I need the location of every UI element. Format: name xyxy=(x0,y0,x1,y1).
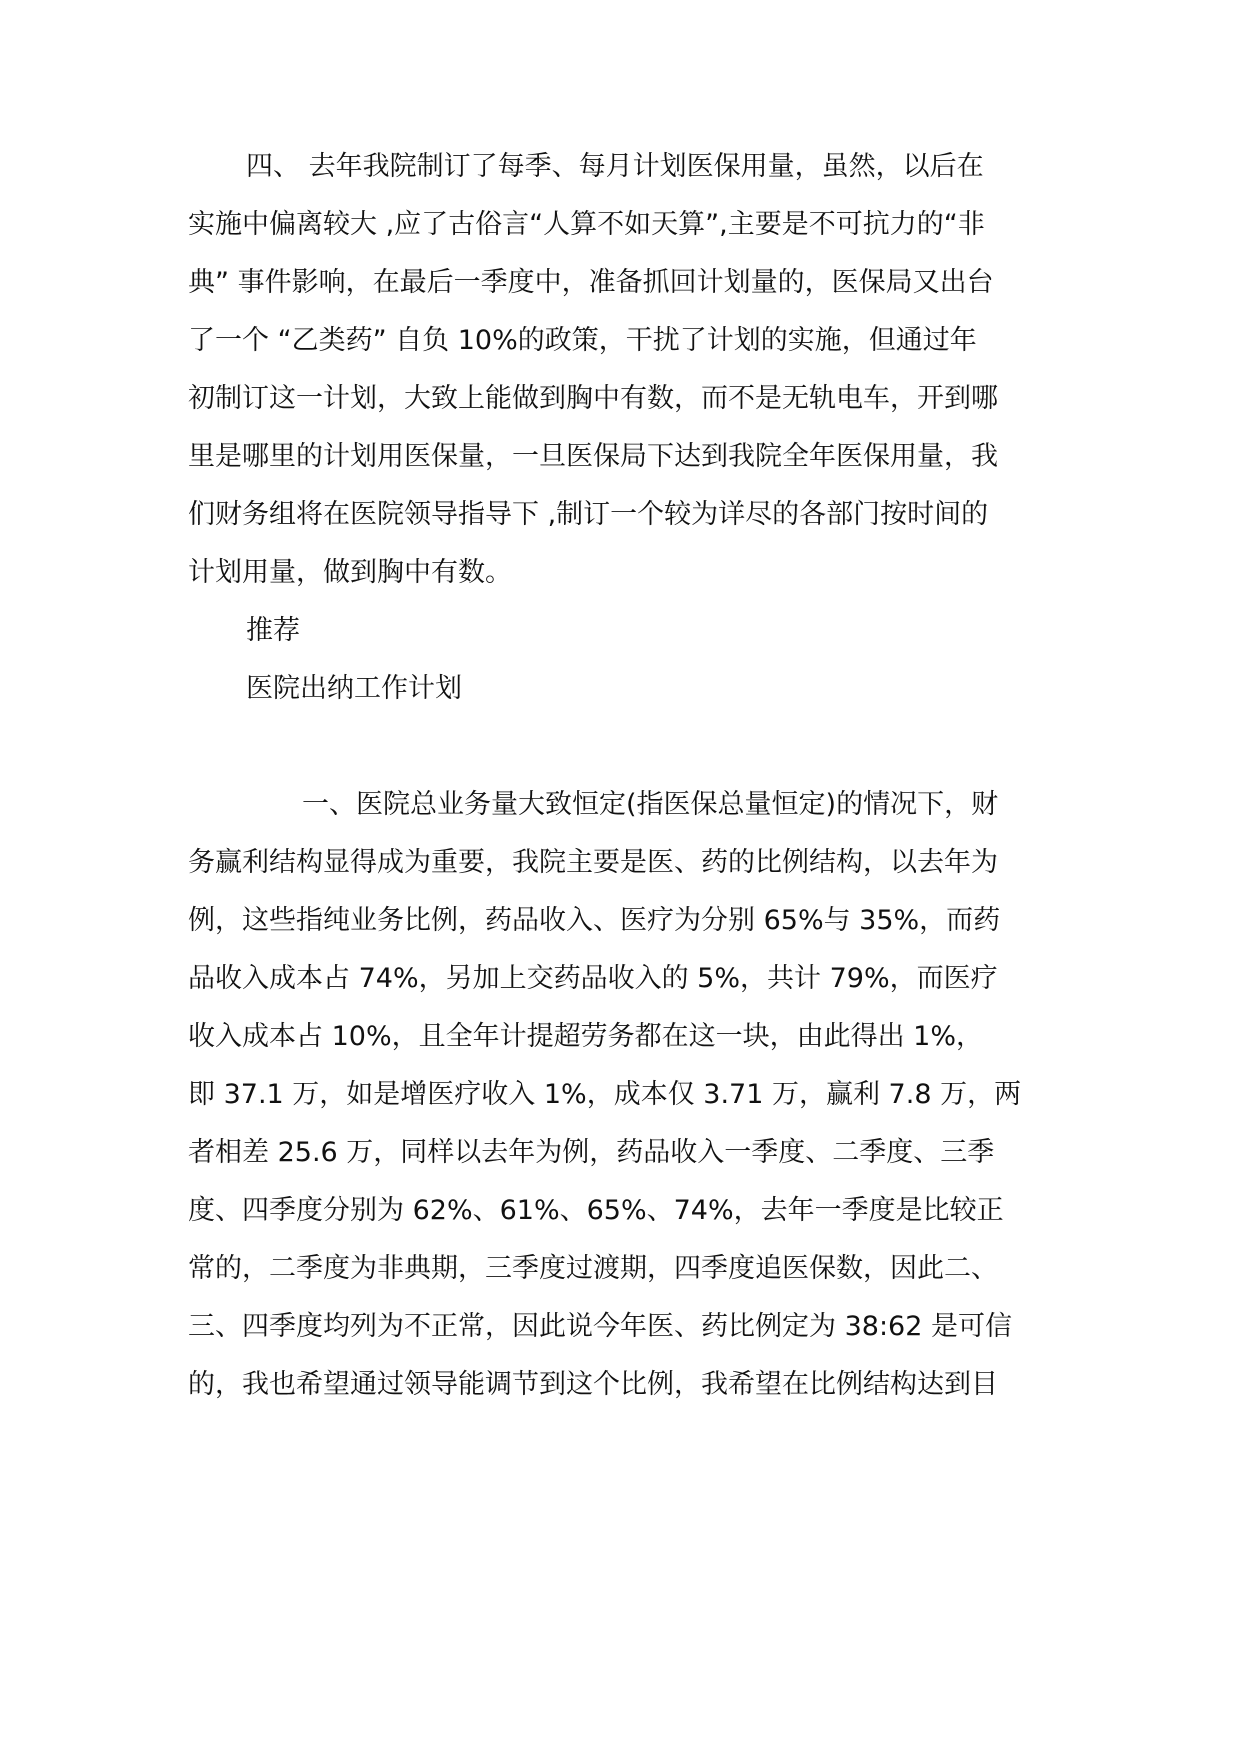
section-title: 医院出纳工作计划 xyxy=(246,673,462,704)
paragraph-line: 度、四季度分别为 62%、61%、65%、74%，去年一季度是比较正 xyxy=(188,1195,1004,1226)
paragraph-line: 一、医院总业务量大致恒定(指医保总量恒定)的情况下，财 xyxy=(302,789,999,820)
paragraph-line: 务赢利结构显得成为重要，我院主要是医、药的比例结构，以去年为 xyxy=(188,847,998,878)
recommend-label: 推荐 xyxy=(246,615,300,646)
paragraph-line: 们财务组将在医院领导指导下 ,制订一个较为详尽的各部门按时间的 xyxy=(188,499,989,530)
paragraph-line: 典” 事件影响，在最后一季度中，准备抓回计划量的，医保局又出台 xyxy=(188,267,994,298)
paragraph-line: 计划用量，做到胸中有数。 xyxy=(188,557,512,588)
paragraph-line: 者相差 25.6 万，同样以去年为例，药品收入一季度、二季度、三季 xyxy=(188,1137,995,1168)
paragraph-line: 品收入成本占 74%，另加上交药品收入的 5%，共计 79%，而医疗 xyxy=(188,963,998,994)
paragraph-line: 常的，二季度为非典期，三季度过渡期，四季度追医保数，因此二、 xyxy=(188,1253,998,1284)
paragraph-line: 里是哪里的计划用医保量，一旦医保局下达到我院全年医保用量，我 xyxy=(188,441,998,472)
paragraph-line: 四、 去年我院制订了每季、每月计划医保用量，虽然，以后在 xyxy=(246,151,984,182)
paragraph-line: 了一个 “乙类药” 自负 10%的政策，干扰了计划的实施，但通过年 xyxy=(188,325,977,356)
paragraph-line: 收入成本占 10%，且全年计提超劳务都在这一块，由此得出 1%， xyxy=(188,1021,984,1052)
paragraph-line: 即 37.1 万，如是增医疗收入 1%，成本仅 3.71 万，赢利 7.8 万，两 xyxy=(188,1079,1022,1110)
paragraph-line: 实施中偏离较大 ,应了古俗言“人算不如天算”,主要是不可抗力的“非 xyxy=(188,209,985,240)
paragraph-line: 例，这些指纯业务比例，药品收入、医疗为分别 65%与 35%，而药 xyxy=(188,905,1001,936)
paragraph-line: 三、四季度均列为不正常，因此说今年医、药比例定为 38:62 是可信 xyxy=(188,1311,1012,1342)
paragraph-line: 的，我也希望通过领导能调节到这个比例，我希望在比例结构达到目 xyxy=(188,1369,998,1400)
paragraph-line: 初制订这一计划，大致上能做到胸中有数，而不是无轨电车，开到哪 xyxy=(188,383,998,414)
